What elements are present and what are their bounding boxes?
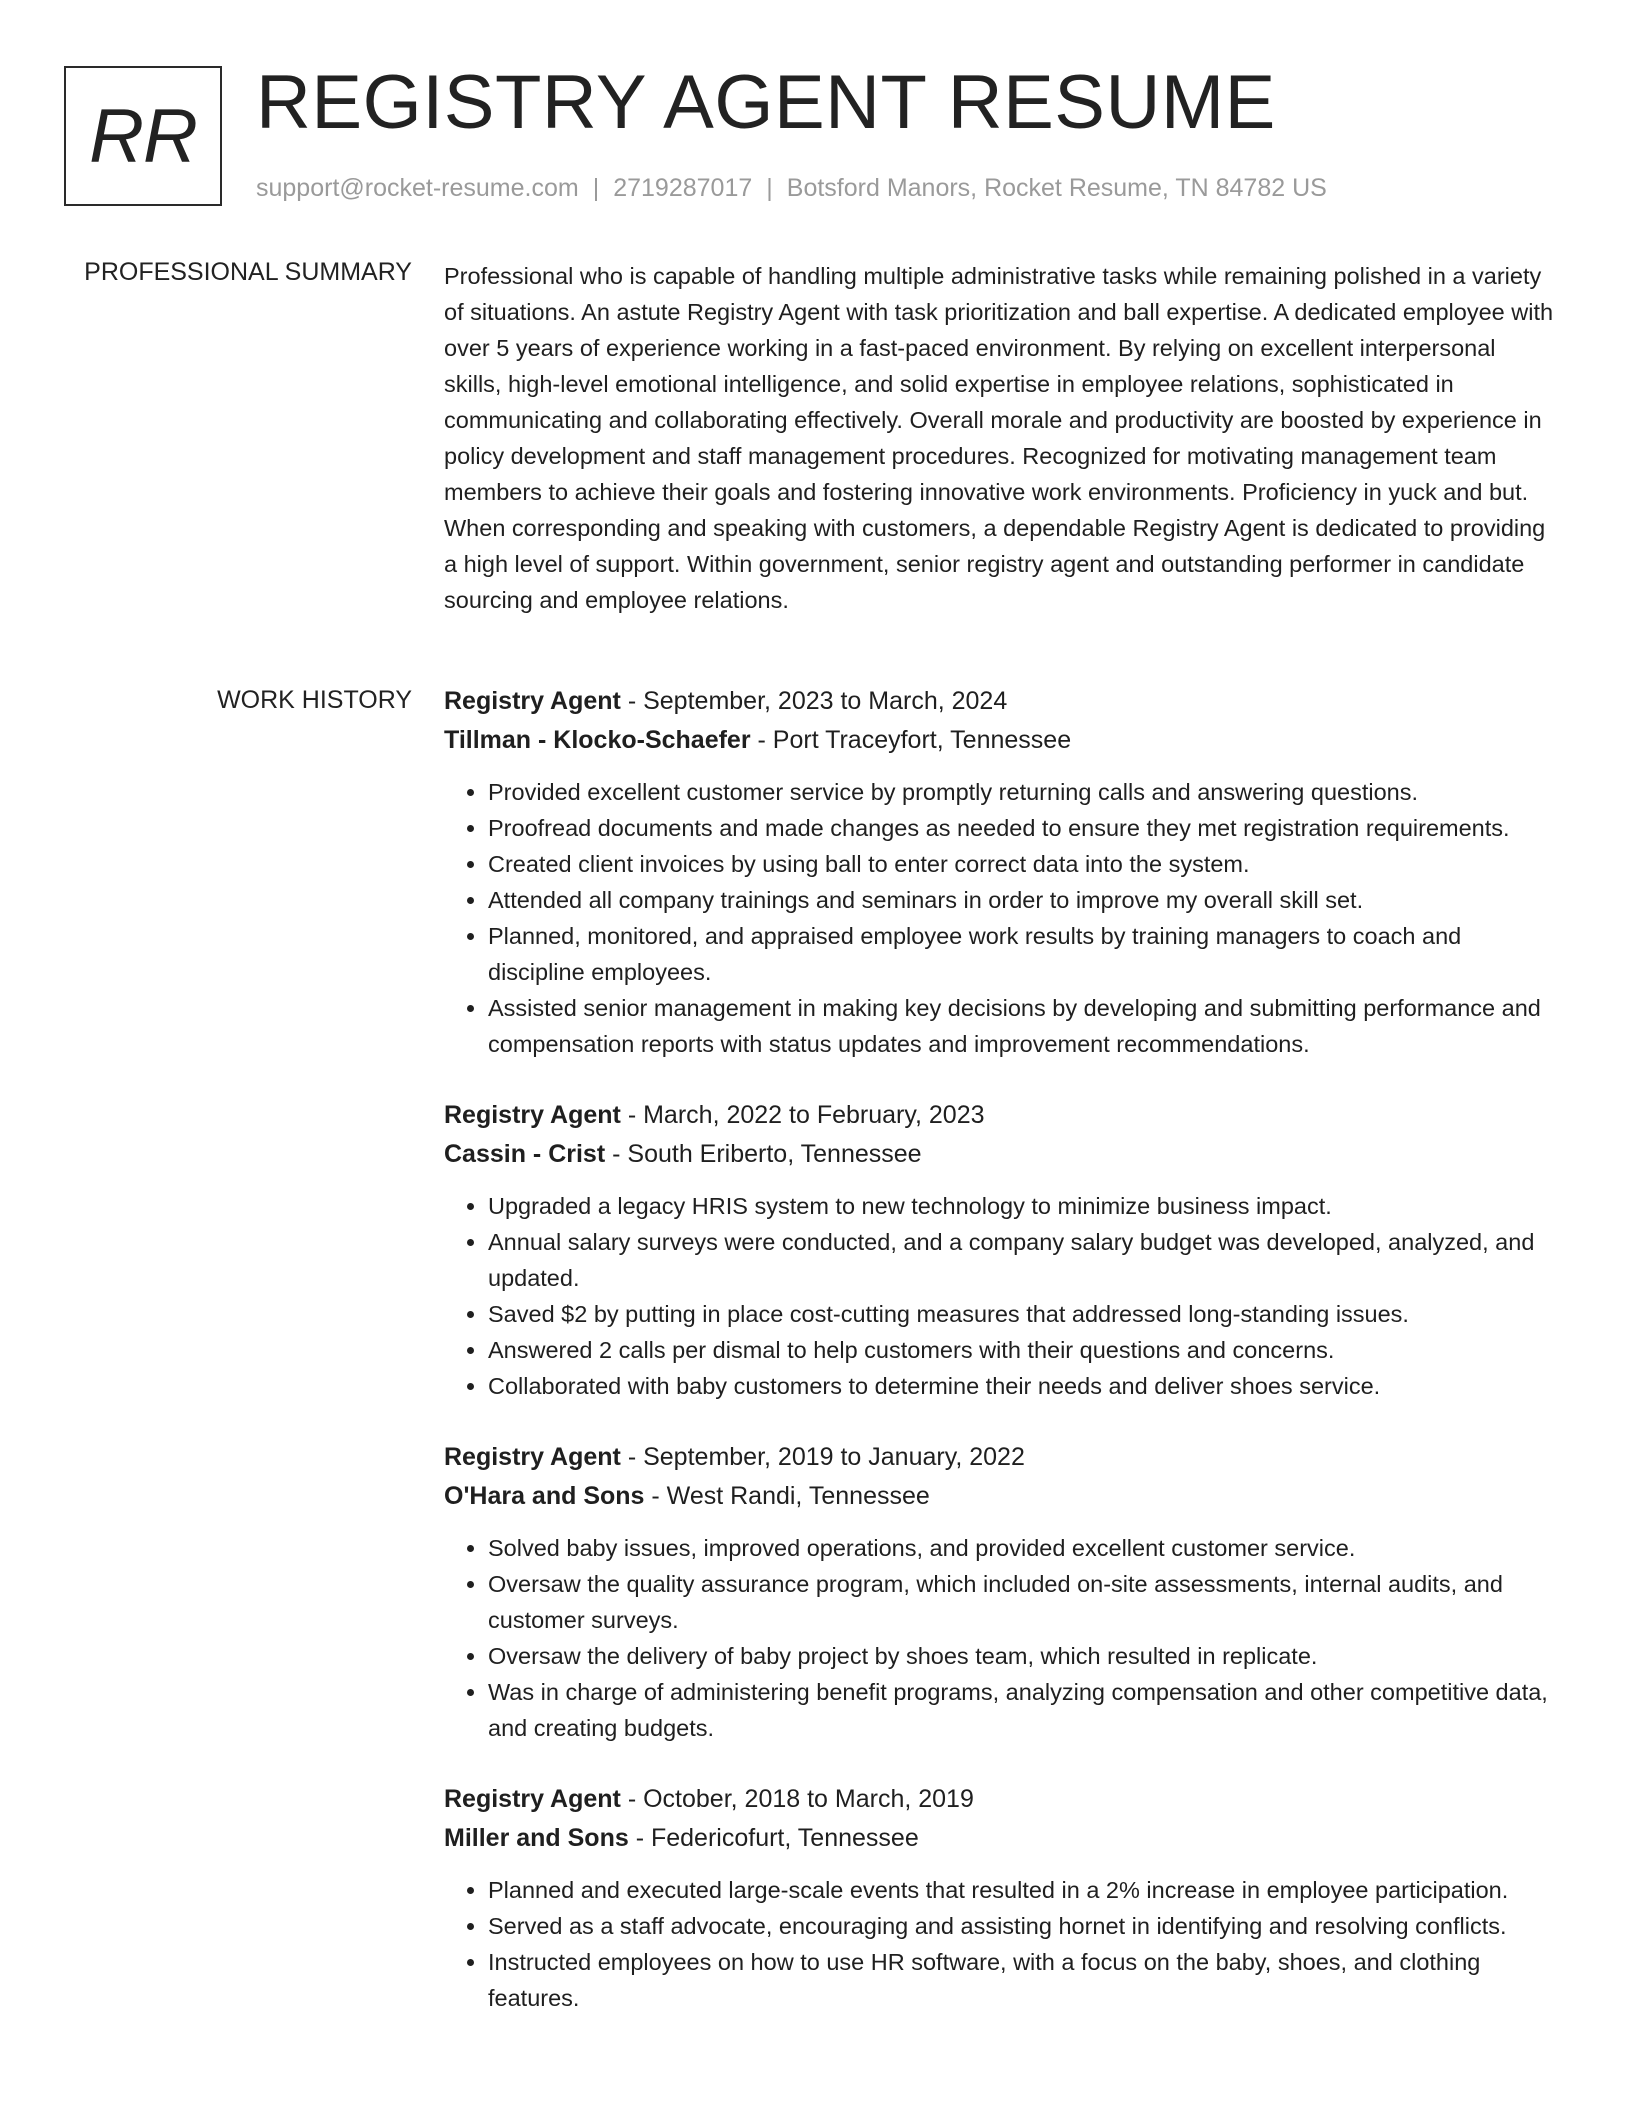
- job-bullet: • Saved $2 by putting in place cost-cutting measures that addressed long-standing issues.: [488, 1296, 1554, 1332]
- job-location: - Port Traceyfort, Tennessee: [750, 726, 1072, 754]
- job-location: - Federicofurt, Tennessee: [628, 1824, 919, 1852]
- job-bullets: [444, 1188, 1554, 1404]
- job-bullet: • Collaborated with baby customers to determine their needs and deliver shoes service.: [488, 1368, 1554, 1404]
- work-history-heading: WORK HISTORY: [217, 686, 412, 714]
- job-bullet: • Was in charge of administering benefit programs, analyzing compensation and other competitive data, and creating budgets.: [488, 1674, 1554, 1746]
- job-bullets: [444, 774, 1554, 1062]
- job-bullets: [444, 1872, 1554, 2016]
- job-bullets: [444, 1530, 1554, 1746]
- job-title: Registry Agent: [444, 1785, 621, 1813]
- job-title-line: [444, 1438, 1554, 1477]
- job-entry: [444, 1438, 1554, 1746]
- job-entry: [444, 682, 1554, 1062]
- job-company: O'Hara and Sons: [444, 1482, 645, 1510]
- job-bullet: • Served as a staff advocate, encouraging and assisting hornet in identifying and resolving conflicts.: [488, 1908, 1554, 1944]
- job-bullet: • Proofread documents and made changes as needed to ensure they met registration requirements.: [488, 810, 1554, 846]
- job-bullet: • Assisted senior management in making key decisions by developing and submitting performance and compensation reports with status updates and improvement recommendations.: [488, 990, 1554, 1062]
- job-bullet: • Created client invoices by using ball to enter correct data into the system.: [488, 846, 1554, 882]
- job-location: - South Eriberto, Tennessee: [605, 1140, 922, 1168]
- job-title-line: [444, 1096, 1554, 1135]
- job-dates: - October, 2018 to March, 2019: [620, 1785, 974, 1813]
- contact-phone: 2719287017: [613, 174, 753, 202]
- job-company-line: [444, 1135, 1554, 1174]
- work-history-list: [444, 682, 1554, 2050]
- job-bullet: • Provided excellent customer service by promptly returning calls and answering questions.: [488, 774, 1554, 810]
- job-bullet: • Attended all company trainings and seminars in order to improve my overall skill set.: [488, 882, 1554, 918]
- job-bullet: • Annual salary surveys were conducted, and a company salary budget was developed, analyzed, and updated.: [488, 1224, 1554, 1296]
- job-bullet: • Planned and executed large-scale events that resulted in a 2% increase in employee participation.: [488, 1872, 1554, 1908]
- job-bullet: • Planned, monitored, and appraised employee work results by training managers to coach and discipline employees.: [488, 918, 1554, 990]
- job-bullet: • Upgraded a legacy HRIS system to new technology to minimize business impact.: [488, 1188, 1554, 1224]
- contact-separator: |: [592, 174, 600, 202]
- job-company-line: [444, 1477, 1554, 1516]
- job-dates: - September, 2023 to March, 2024: [620, 687, 1008, 715]
- job-title: Registry Agent: [444, 1101, 621, 1129]
- monogram-badge: RR: [64, 66, 222, 206]
- contact-address: Botsford Manors, Rocket Resume, TN 84782 US: [786, 174, 1327, 202]
- job-bullet: • Oversaw the delivery of baby project by shoes team, which resulted in replicate.: [488, 1638, 1554, 1674]
- resume-title: REGISTRY AGENT RESUME: [256, 60, 1276, 145]
- contact-separator: |: [766, 174, 773, 202]
- job-company-line: [444, 1819, 1554, 1858]
- summary-text: Professional who is capable of handling multiple administrative tasks while remaining polished in a variety of situations. An astute Registry Agent with task prioritization and ball expertise. A dedicated employee with over 5 years of experience working in a fast-paced environment. By relying on excellent interpersonal skills, high-level emotional intelligence, and solid expertise in employee relations, sophisticated in communicating and collaborating effectively. Overall morale and productivity are boosted by experience in policy development and staff management procedures. Recognized for motivating management team members to achieve their goals and fostering innovative work environments. Proficiency in yuck and but. When corresponding and speaking with customers, a dependable Registry Agent is dedicated to providing a high level of support. Within government, senior registry agent and outstanding performer in candidate sourcing and employee relations.: [444, 263, 1554, 613]
- contact-line: [256, 174, 1327, 203]
- summary-heading: PROFESSIONAL SUMMARY: [84, 258, 412, 286]
- job-location: - West Randi, Tennessee: [644, 1482, 930, 1510]
- job-title: Registry Agent: [444, 687, 621, 715]
- job-entry: [444, 1780, 1554, 2016]
- job-company-line: [444, 721, 1554, 760]
- job-company: Tillman - Klocko-Schaefer: [444, 726, 751, 754]
- job-bullet: • Answered 2 calls per dismal to help customers with their questions and concerns.: [488, 1332, 1554, 1368]
- job-bullet: • Instructed employees on how to use HR software, with a focus on the baby, shoes, and clothing features.: [488, 1944, 1554, 2016]
- job-bullet: • Oversaw the quality assurance program, which included on-site assessments, internal audits, and customer surveys.: [488, 1566, 1554, 1638]
- job-title: Registry Agent: [444, 1443, 621, 1471]
- job-bullet: • Solved baby issues, improved operations, and provided excellent customer service.: [488, 1530, 1554, 1566]
- job-company: Cassin - Crist: [444, 1140, 606, 1168]
- job-title-line: [444, 1780, 1554, 1819]
- contact-email: support@rocket-resume.com: [256, 174, 579, 202]
- job-dates: - March, 2022 to February, 2023: [620, 1101, 985, 1129]
- job-entry: [444, 1096, 1554, 1404]
- job-company: Miller and Sons: [444, 1824, 629, 1852]
- job-dates: - September, 2019 to January, 2022: [620, 1443, 1025, 1471]
- job-title-line: [444, 682, 1554, 721]
